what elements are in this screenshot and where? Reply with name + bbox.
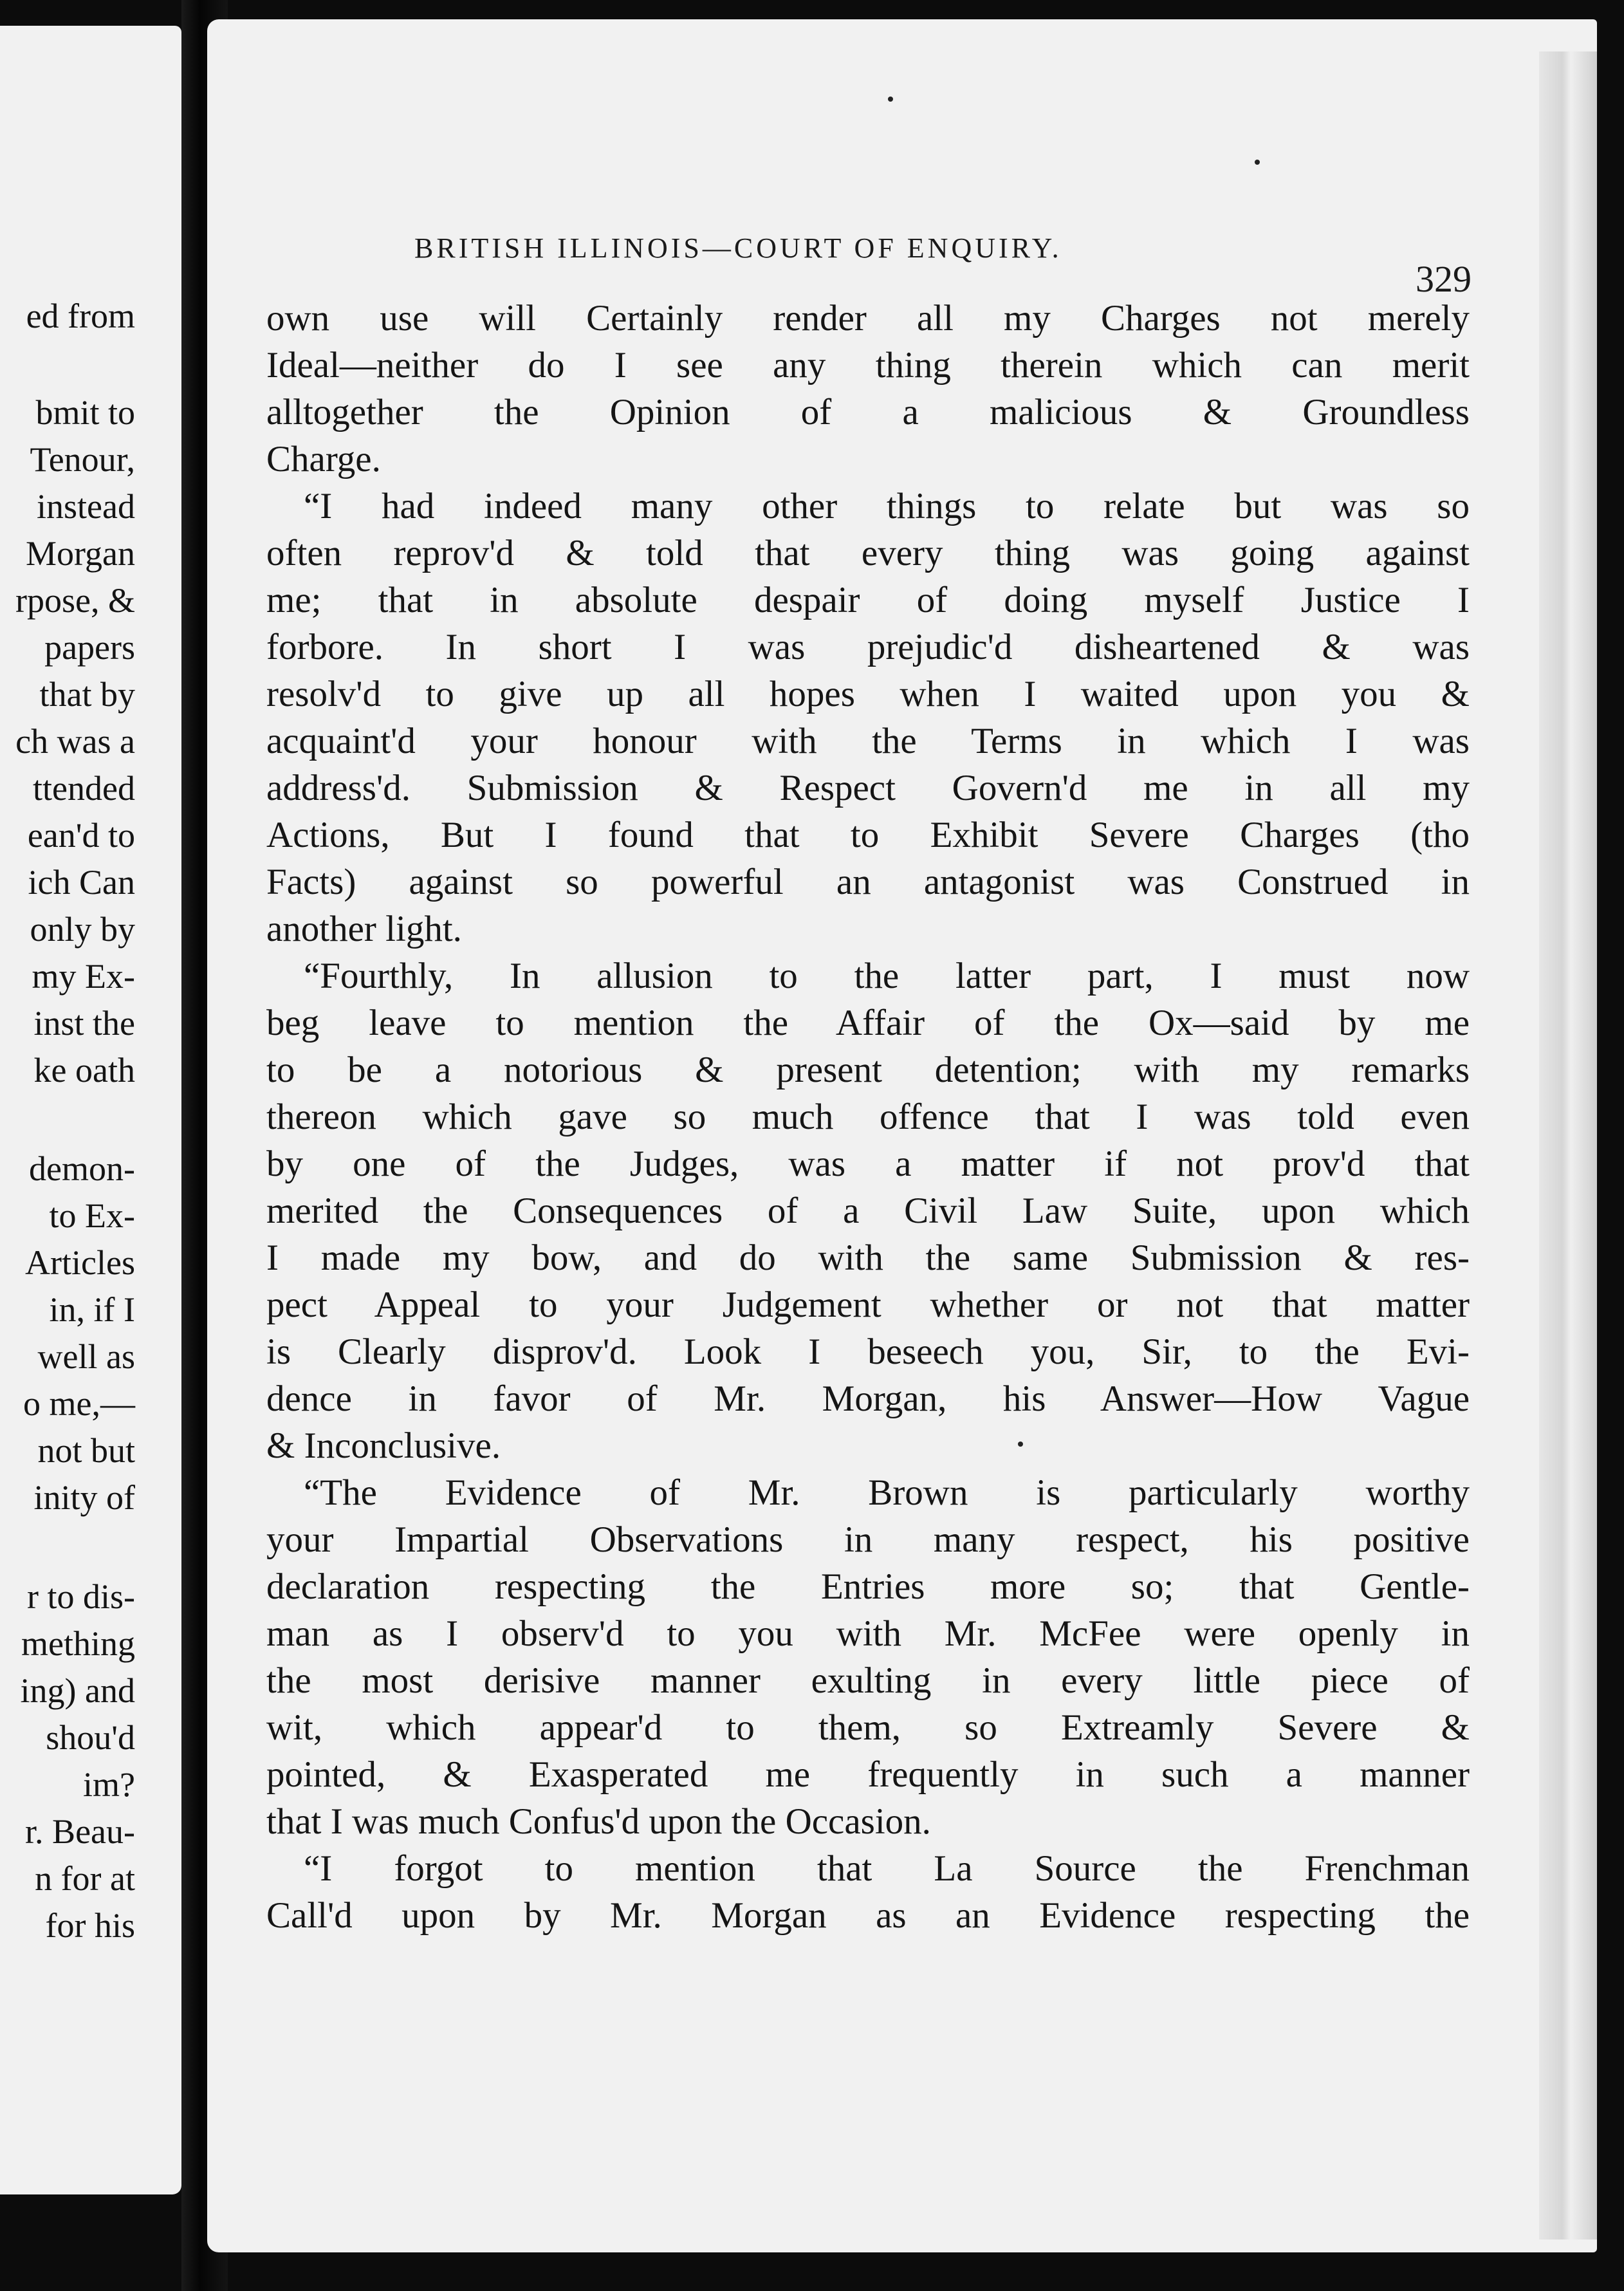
text-line: the most derisive manner exulting in every little piece of [266, 1660, 1470, 1701]
left-line: ing) and [20, 1671, 135, 1710]
text-line: & Inconclusive. [266, 1425, 501, 1466]
left-line: ean'd to [27, 816, 135, 855]
left-line: n for at [35, 1859, 135, 1898]
page-number: 329 [1416, 258, 1472, 300]
left-line: rpose, & [15, 581, 135, 620]
speck [888, 97, 893, 102]
speck [1255, 160, 1260, 165]
left-line: r to dis- [27, 1577, 135, 1616]
text-line: merited the Consequences of a Civil Law Suite, upon which [266, 1191, 1470, 1231]
left-line: ke oath [33, 1051, 135, 1090]
left-line: instead [37, 487, 135, 526]
text-line: resolv'd to give up all hopes when I waited upon you & [266, 674, 1470, 714]
text-line: alltogether the Opinion of a malicious & Groundless [266, 392, 1470, 432]
text-line: to be a notorious & present detention; with my remarks [266, 1050, 1470, 1090]
left-line: papers [44, 628, 135, 667]
left-line: my Ex- [32, 957, 135, 996]
left-line: Tenour, [30, 440, 135, 479]
text-line: thereon which gave so much offence that I was told even [266, 1097, 1470, 1137]
left-line: bmit to [35, 393, 135, 432]
text-line: beg leave to mention the Affair of the Ox—said by me [266, 1003, 1470, 1043]
left-line: demon- [29, 1149, 135, 1188]
left-line: well as [37, 1337, 135, 1376]
left-line: in, if I [49, 1290, 135, 1329]
text-line: address'd. Submission & Respect Govern'd me in all my [266, 768, 1470, 808]
text-line: another light. [266, 909, 462, 949]
left-line: ich Can [28, 863, 135, 902]
left-line: ch was a [15, 722, 135, 761]
left-line: ed from [26, 297, 135, 335]
text-line: forbore. In short I was prejudic'd disheartened & was [266, 627, 1470, 667]
left-line: shou'd [46, 1718, 135, 1757]
text-line: “I forgot to mention that La Source the Frenchman [304, 1848, 1470, 1889]
text-line: wit, which appear'd to them, so Extreamly Severe & [266, 1707, 1470, 1748]
text-line: pointed, & Exasperated me frequently in such a manner [266, 1754, 1470, 1795]
text-line: acquaint'd your honour with the Terms in which I was [266, 721, 1470, 761]
text-line: “Fourthly, In allusion to the latter part, I must now [304, 956, 1470, 996]
left-line: only by [30, 910, 135, 949]
left-line: im? [83, 1765, 135, 1804]
text-line: Facts) against so powerful an antagonist was Construed in [266, 862, 1470, 902]
left-line: ttended [33, 769, 135, 808]
text-line: that I was much Confus'd upon the Occasion. [266, 1801, 931, 1842]
left-line: Articles [25, 1243, 135, 1282]
text-line: pect Appeal to your Judgement whether or not that matter [266, 1285, 1470, 1325]
left-line: o me,— [23, 1384, 135, 1423]
left-line: that by [39, 675, 135, 714]
text-line: man as I observ'd to you with Mr. McFee were openly in [266, 1613, 1470, 1654]
left-line: not but [37, 1431, 135, 1470]
left-line: inity of [33, 1478, 135, 1517]
text-line: I made my bow, and do with the same Submission & res- [266, 1238, 1470, 1278]
left-line: r. Beau- [25, 1812, 135, 1851]
text-line: declaration respecting the Entries more so; that Gentle- [266, 1566, 1470, 1607]
text-line: Call'd upon by Mr. Morgan as an Evidence respecting the [266, 1895, 1470, 1936]
left-line: for his [45, 1906, 135, 1945]
text-line: “I had indeed many other things to relate but was so [304, 486, 1470, 526]
text-line: Actions, But I found that to Exhibit Severe Charges (tho [266, 815, 1470, 855]
left-facing-page [0, 26, 181, 2194]
text-line: your Impartial Observations in many respect, his positive [266, 1519, 1470, 1560]
left-line: inst the [33, 1004, 135, 1043]
speck [1018, 1442, 1023, 1447]
text-line: “The Evidence of Mr. Brown is particularly worthy [304, 1472, 1470, 1513]
text-line: own use will Certainly render all my Charges not merely [266, 298, 1470, 339]
text-line: often reprov'd & told that every thing was going against [266, 533, 1470, 573]
text-line: is Clearly disprov'd. Look I beseech you, Sir, to the Evi- [266, 1331, 1470, 1372]
page-edge-shadow [1539, 51, 1597, 2240]
text-line: Ideal—neither do I see any thing therein which can merit [266, 345, 1470, 385]
text-line: Charge. [266, 439, 381, 479]
running-head: BRITISH ILLINOIS—COURT OF ENQUIRY. [414, 232, 1062, 264]
left-line: Morgan [26, 534, 135, 573]
text-line: by one of the Judges, was a matter if not prov'd that [266, 1144, 1470, 1184]
left-line: to Ex- [49, 1196, 135, 1235]
text-line: dence in favor of Mr. Morgan, his Answer—How Vague [266, 1378, 1470, 1419]
text-line: me; that in absolute despair of doing myself Justice I [266, 580, 1470, 620]
left-line: mething [21, 1624, 135, 1663]
right-page [207, 19, 1597, 2252]
